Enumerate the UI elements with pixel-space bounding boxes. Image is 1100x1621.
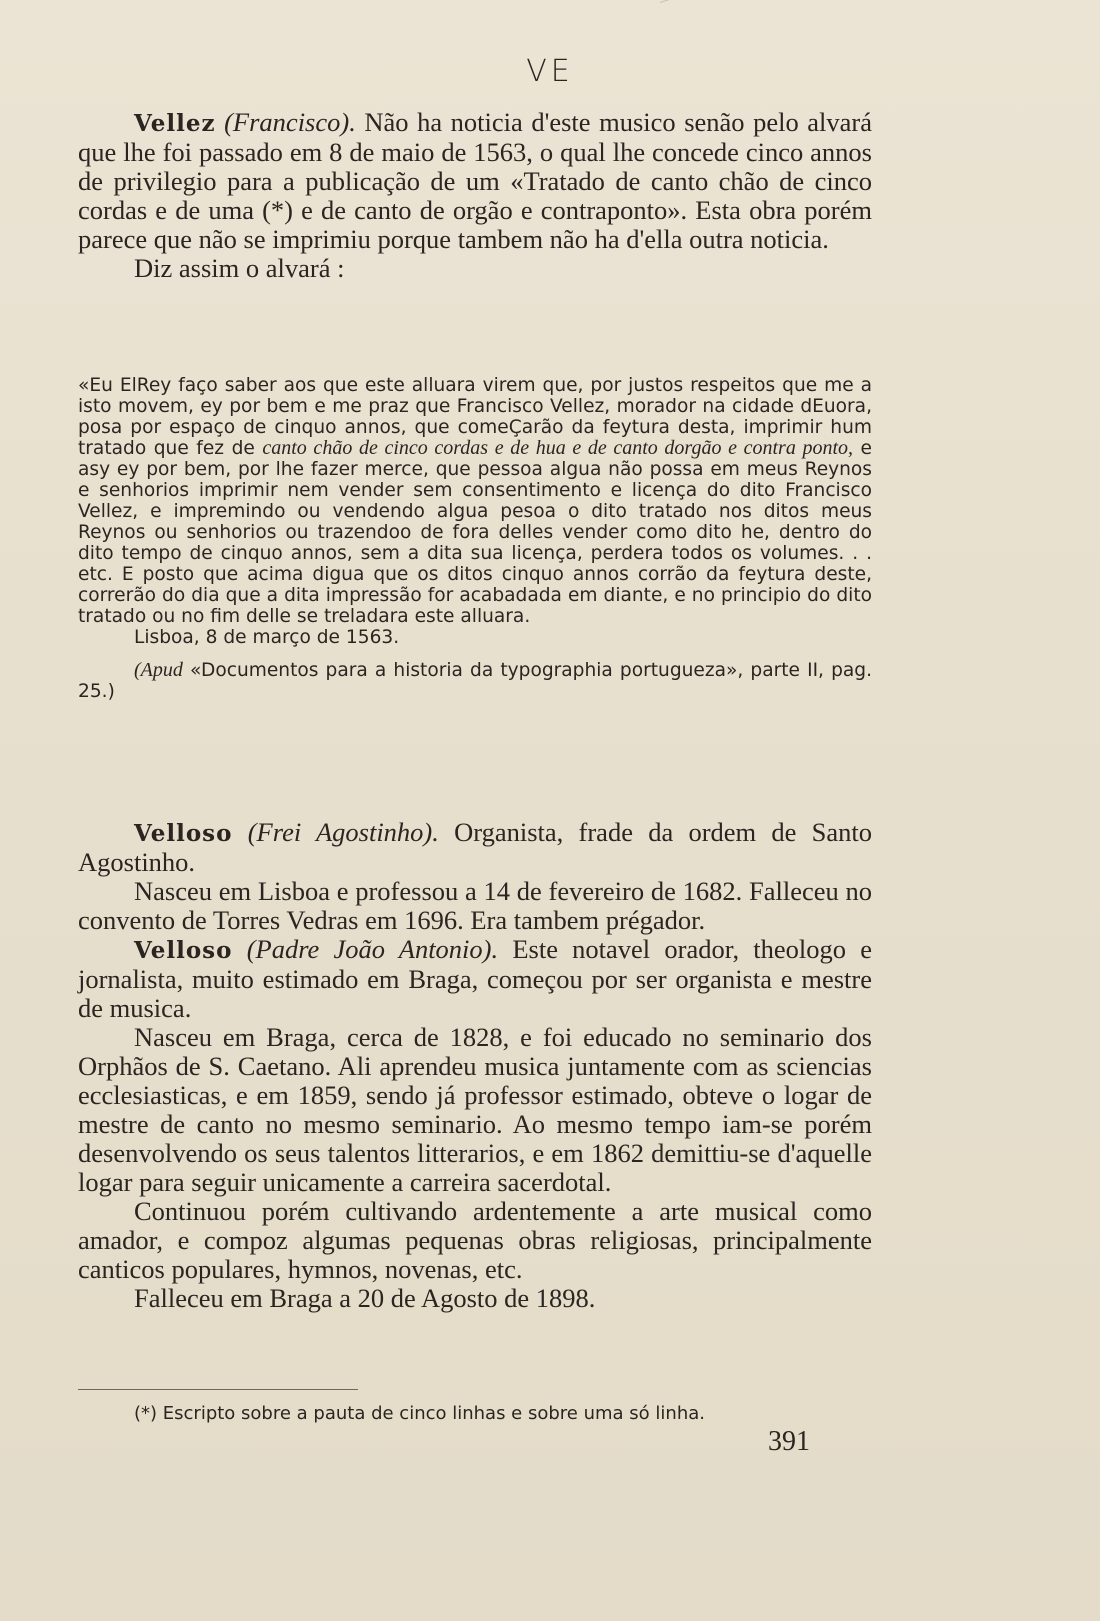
entry-name: Velloso [134,820,233,847]
entry-paragraph: Nasceu em Braga, cerca de 1828, e foi educado no seminario dos Orphãos de S. Caetano. Ali aprendeu musica juntamente com as sciencias ecclesiasticas, e em 1859, sendo já professor estimado, obteve o logar de mestre de canto no mesmo seminario. Ao mesmo tempo iam-se porém desenvolvendo os seus talentos litterarios, e em 1862 demittiu-se d'aquelle logar para seguir unicamente a carreira sacerdotal. [78,1022,872,1197]
page-number: 391 [768,1426,810,1457]
citation-apud: (Apud [134,659,183,681]
entry-qualifier: (Frei Agostinho). [247,817,439,847]
source-citation [78,660,872,702]
entry-paragraph: Nasceu em Lisboa e professou a 14 de fevereiro de 1682. Falleceu no convento de Torres Vedras em 1696. Era tambem prégador. [78,876,872,935]
citation-text: «Documentos para a historia da typographia portugueza», parte II, pag. 25.) [78,660,872,702]
quote-italic-title: canto chão de cinco cordas e de hua e de canto dorgão e contra ponto, [262,437,854,459]
quote-paragraph [78,375,872,627]
entry-text: Este notavel orador, theologo e jornalista, muito estimado em Braga, começou por ser organista e mestre de musica. [78,934,873,1023]
entry-velloso-joao [78,935,872,1023]
entries-velloso [78,818,872,1313]
footnote: (*) Escripto sobre a pauta de cinco linhas e sobre uma só linha. [134,1403,705,1424]
entry-text: Não ha noticia d'este musico senão pelo alvará que lhe foi passado em 8 de maio de 1563, o qual lhe concede cinco annos de privilegio para a publicação de um «Tratado de canto chão de cinco cordas e de uma (*) e de canto de orgão e contraponto». Esta obra porém parece que não se imprimiu porque tambem não ha d'ella outra noticia. [78,107,873,254]
quote-text-b: e asy ey por bem, por lhe fazer merce, que pessoa algua não possa em meus Reynos e senhorios imprimir nem vender sem consentimento e licença do dito Francisco Vellez, e impremindo ou vendendo algua pesoa o dito tratado nos ditos meus Reynos ou senhorios ou trazendoo de fora delles vender como dito he, dentro do dito tempo de cinquo annos, sem a dita sua licença, perdera todos os volumes. . . etc. E posto que acima digua que os ditos cinquo annos corrão da feytura deste, correrão do dia que a dita impressão for acabadada em diante, e no principio do dito tratado ou no fim delle se treladara este alluara. [78,438,872,627]
entry-name: Velloso [134,937,233,964]
running-header: VE [526,54,574,89]
quote-text-a: «Eu ElRey faço saber aos que este alluara virem que, por justos respeitos que me a isto movem, ey por bem e me praz que Francisco Vellez, morador na cidade dEuora, posa por espaço de cinquo annos, que comeÇarão da feytura desta, imprimir hum tratado que fez de [78,375,872,459]
entry-paragraph [78,108,872,254]
quote-intro: Diz assim o alvará : [134,253,345,283]
entry-paragraph: Continuou porém cultivando ardentemente a arte musical como amador, e compoz algumas pequenas obras religiosas, principalmente canticos populares, hymnos, novenas, etc. [78,1196,872,1284]
entry-qualifier: (Padre João Antonio). [246,934,499,964]
entry-velloso-agostinho [78,818,872,877]
quoted-document [78,375,872,702]
entry-vellez [78,108,872,283]
footnote-divider [78,1389,358,1390]
quote-date: Lisboa, 8 de março de 1563. [134,627,400,648]
entry-paragraph: Falleceu em Braga a 20 de Agosto de 1898. [134,1283,596,1313]
entry-text: Organista, frade da ordem de Santo Agostinho. [78,817,872,877]
entry-name: Vellez [134,110,216,137]
page-crease [660,0,774,60]
entry-qualifier: (Francisco). [224,107,356,137]
